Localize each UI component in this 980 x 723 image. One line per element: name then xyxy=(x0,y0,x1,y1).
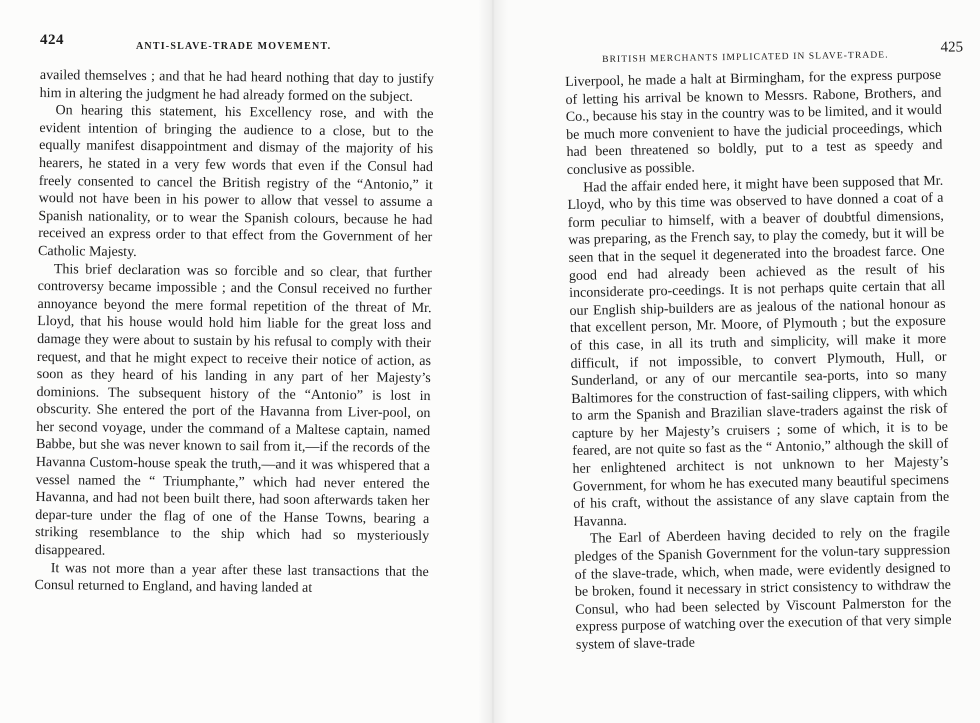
left-paragraph-3: This brief declaration was so forcible and so clear, that further controversy became impossible ; and the Consul received no further annoyance beyond the mere formal repetition of the threat of Mr. Lloyd, that his house would hold him liable for the great loss and damage they were about to sustain by his refusal to comply with their request, and that he might expect to receive their notice of action, as soon as they heard of his landing in any part of her Majesty’s dominions. The subsequent history of the “Antonio” is lost in obscurity. She entered the port of the Havanna from Liver-pool, on her second voyage, under the command of a Maltese captain, named Babbe, but she was never known to sail from it,—if the records of the Havanna Custom-house speak the truth,—and it was whispered that a vessel named the “ Triumphante,” which had never entered the Havanna, and had not been built there, had soon afterwards taken her depar-ture under the flag of one of the Hanse Towns, bearing a striking resemblance to the ship which had so mysteriously disappeared. xyxy=(34,261,432,559)
left-paragraph-2: On hearing this statement, his Excellency rose, and with the evident intention of bringing the audience to a close, but to the equally manifest disappointment and dismay of the majority of his hearers, he stated in a very few words that even if the Consul had freely consented to cancel the British registry of the “Antonio,” it would not have been in his power to allow that vessel to assume a Spanish nationality, or to wear the Spanish colours, because he had received an express order to that effect from the Government of her Catholic Majesty. xyxy=(37,103,434,260)
right-page-number: 425 xyxy=(940,39,964,56)
left-running-title: ANTI-SLAVE-TRADE MOVEMENT. xyxy=(136,41,332,52)
right-paragraph-3: The Earl of Aberdeen having decided to rely on the fragile pledges of the Spanish Government for the volun-tary suppression of the slave-trade, which, when made, were evidently designed to be broken, found it necessary in strict consistency to withdraw the Consul, who had been selected by Viscount Palmerston for the express purpose of watching over the execution of that very simple system of slave-trade xyxy=(574,525,952,653)
right-running-title: BRITISH MERCHANTS IMPLICATED IN SLAVE-TRADE. xyxy=(602,50,889,65)
left-body-text xyxy=(34,67,434,599)
left-page-number: 424 xyxy=(40,32,64,48)
right-page xyxy=(490,0,980,723)
right-paragraph-1: Liverpool, he made a halt at Birmingham, for the express purpose of letting his arrival be known to Messrs. Rabone, Brothers, and Co., because his stay in the country was to be limited, and it would be much more convenient to have the judicial proceedings, which had been threatened so boldly, put to a test as speedy and conclusive as possible. xyxy=(565,67,943,178)
right-paragraph-2: Had the affair ended here, it might have been supposed that Mr. Lloyd, who by this time was observed to have donned a coat of a form peculiar to himself, with a beaver of doubtful dimensions, was preparing, as the French say, to play the comedy, but it will be seen that in the sequel it degenerated into the broadest farce. One good end had already been achieved as the result of his inconsiderate pro-ceedings. It is not perhaps quite certain that all our English ship-builders are as jealous of the national honour as that excellent person, Mr. Moore, of Plymouth ; but the exposure of this case, in all its truth and simplicity, will make it more difficult, if not impossible, to convert Plymouth, Hull, or Sunderland, or any of our mercantile sea-ports, into so many Baltimores for the construction of fast-sailing clippers, with which to arm the Spanish and Brazilian slave-traders against the risk of capture by her Majesty’s cruisers ; some of which, it is to be feared, are not quite so fast as the “ Antonio,” although the skill of her enlightened architect is not unknown to her Majesty’s Government, for whom he has executed many beautiful specimens of his craft, without the assistance of any slave captain from the Havanna. xyxy=(567,173,950,530)
left-paragraph-1: availed themselves ; and that he had heard nothing that day to justify him in altering the judgment he had already formed on the subject. xyxy=(39,67,434,105)
right-body-text xyxy=(565,67,952,655)
left-running-head xyxy=(40,32,440,50)
right-running-head xyxy=(602,39,967,69)
left-paragraph-4: It was not more than a year after these last transactions that the Consul returned to England, and having landed at xyxy=(34,560,429,597)
